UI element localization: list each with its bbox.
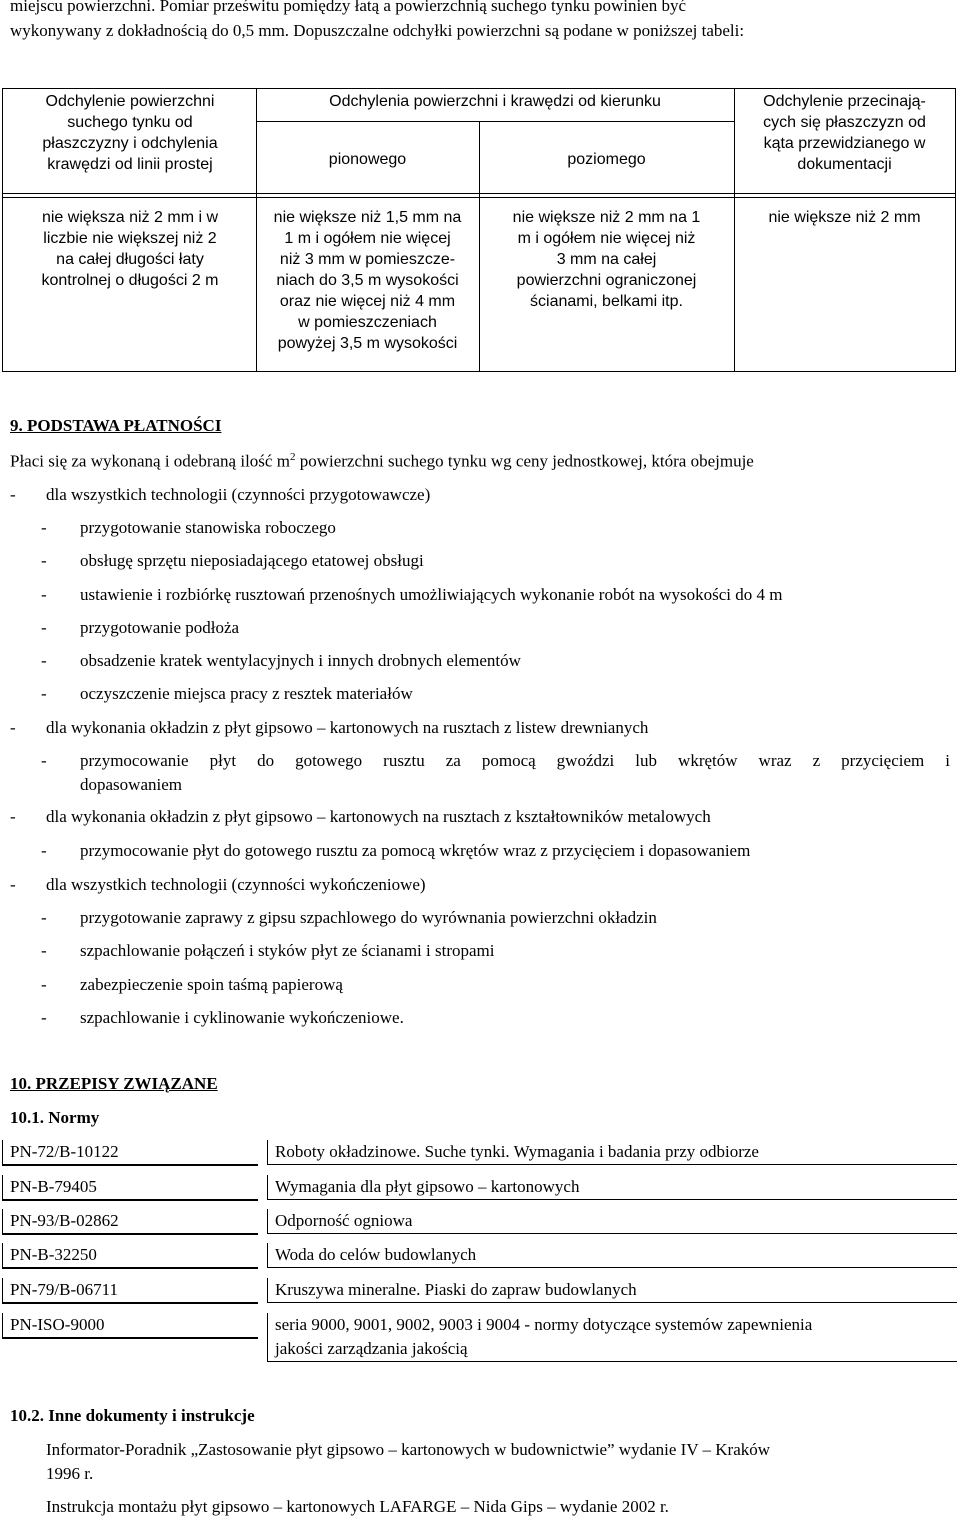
list-bullet: -	[41, 975, 47, 994]
list-bullet: -	[41, 1008, 47, 1027]
header-direction-deviation: Odchylenia powierzchni i krawędzi od kierunku	[329, 93, 661, 110]
norm-description: Odporność ogniowa	[275, 1211, 413, 1230]
norm-description-border	[267, 1140, 268, 1165]
list-item: szpachlowanie połączeń i styków płyt ze ścianami i stropami	[80, 941, 495, 960]
header-horizontal: poziomego	[567, 151, 646, 168]
list-item: przymocowanie płyt do gotowego rusztu za pomocą gwoździ lub wkrętów wraz z przycięciem i	[80, 751, 950, 770]
list-bullet: -	[41, 908, 47, 927]
list-item-group: dla wszystkich technologii (czynności przygotowawcze)	[46, 485, 431, 504]
norm-code: PN-93/B-02862	[10, 1211, 119, 1230]
norm-description-underline	[267, 1233, 957, 1234]
norm-description: seria 9000, 9001, 9002, 9003 i 9004 - normy dotyczące systemów zapewnienia	[275, 1315, 813, 1334]
norm-code-border	[2, 1175, 3, 1200]
list-item: ustawienie i rozbiórkę rusztowań przenośnych umożliwiających wykonanie robót na wysokości do 4 m	[80, 585, 783, 604]
section-9-lead: Płaci się za wykonaną i odebraną ilość $m^2$ powierzchni suchego tynku wg ceny jednostkowej, która obejmuje	[10, 451, 754, 471]
section-9-heading: 9. PODSTAWA PŁATNOŚCI	[10, 416, 222, 435]
norm-code-border	[2, 1243, 3, 1268]
doc-informator-line-1: Informator-Poradnik „Zastosowanie płyt gipsowo – kartonowych w budownictwie” wydanie IV – Kraków	[46, 1440, 771, 1459]
norm-code: PN-B-79405	[10, 1177, 97, 1196]
header-vertical: pionowego	[328, 151, 407, 168]
norm-description-border	[267, 1175, 268, 1200]
norm-code-underline	[2, 1302, 258, 1304]
list-item: obsadzenie kratek wentylacyjnych i innych drobnych elementów	[80, 651, 521, 670]
list-bullet: -	[10, 718, 16, 737]
doc-instrukcja: Instrukcja montażu płyt gipsowo – kartonowych LAFARGE – Nida Gips – wydanie 2002 r.	[46, 1497, 669, 1516]
table-rule	[2, 88, 3, 372]
header-surface-deviation: Odchylenie powierzchni suchego tynku od płaszczyzny i odchylenia krawędzi od linii prostej	[42, 93, 218, 173]
list-item: oczyszczenie miejsca pracy z resztek materiałów	[80, 684, 413, 703]
list-bullet: -	[10, 807, 16, 826]
norm-description-underline	[267, 1199, 957, 1200]
list-item: przymocowanie płyt do gotowego rusztu za pomocą wkrętów wraz z przycięciem i dopasowaniem	[80, 841, 751, 860]
doc-informator-line-2: 1996 r.	[46, 1464, 94, 1483]
norm-description-underline	[267, 1302, 957, 1303]
list-bullet: -	[41, 651, 47, 670]
cell-surface-deviation: nie większa niż 2 mm i w liczbie nie większej niż 2 na całej długości łaty kontrolnej o długości 2 m	[41, 209, 219, 289]
norm-code-underline	[2, 1233, 258, 1235]
norm-code-underline	[2, 1199, 258, 1201]
section-10-2-heading: 10.2. Inne dokumenty i instrukcje	[10, 1406, 255, 1425]
norm-code: PN-ISO-9000	[10, 1315, 105, 1334]
norm-code: PN-B-32250	[10, 1245, 97, 1264]
norm-description-border	[267, 1243, 268, 1268]
table-rule	[256, 121, 734, 122]
list-item: obsługę sprzętu nieposiadającego etatowej obsługi	[80, 551, 424, 570]
list-bullet: -	[41, 585, 47, 604]
list-item: przygotowanie stanowiska roboczego	[80, 518, 336, 537]
norm-code-border	[2, 1278, 3, 1303]
norm-description: Kruszywa mineralne. Piaski do zapraw budowlanych	[275, 1280, 637, 1299]
list-bullet: -	[41, 518, 47, 537]
list-bullet: -	[10, 875, 16, 894]
list-item-group: dla wykonania okładzin z płyt gipsowo – kartonowych na rusztach z listew drewnianych	[46, 718, 649, 737]
cell-horizontal: nie większe niż 2 mm na 1 m i ogółem nie więcej niż 3 mm na całej powierzchni ograniczonej ścianami, belkami itp.	[512, 209, 701, 310]
norm-description-underline	[267, 1164, 957, 1165]
cell-plane-intersection: nie większe niż 2 mm	[768, 209, 921, 226]
table-rule	[955, 88, 956, 372]
list-bullet: -	[41, 618, 47, 637]
norm-description: Woda do celów budowlanych	[275, 1245, 477, 1264]
table-rule	[2, 88, 956, 89]
norm-code: PN-72/B-10122	[10, 1142, 119, 1161]
list-bullet: -	[41, 684, 47, 703]
norm-code-border	[2, 1209, 3, 1234]
norm-code-underline	[2, 1337, 258, 1339]
list-item-group: dla wykonania okładzin z płyt gipsowo – kartonowych na rusztach z kształtowników metalowych	[46, 807, 711, 826]
list-bullet: -	[41, 841, 47, 860]
intro-line-1: miejscu powierzchni. Pomiar prześwitu pomiędzy łatą a powierzchnią suchego tynku powinien być	[10, 0, 687, 15]
norm-description-underline	[267, 1361, 957, 1362]
section-10-heading: 10. PRZEPISY ZWIĄZANE	[10, 1074, 218, 1093]
list-item: szpachlowanie i cyklinowanie wykończeniowe.	[80, 1008, 404, 1027]
list-item-continuation: dopasowaniem	[80, 775, 182, 794]
list-bullet: -	[41, 551, 47, 570]
list-item: przygotowanie zaprawy z gipsu szpachlowego do wyrównania powierzchni okładzin	[80, 908, 657, 927]
norm-code-border	[2, 1140, 3, 1165]
list-item: przygotowanie podłoża	[80, 618, 240, 637]
list-bullet: -	[10, 485, 16, 504]
norm-description-border	[267, 1209, 268, 1234]
norm-description: Roboty okładzinowe. Suche tynki. Wymagania i badania przy odbiorze	[275, 1142, 759, 1161]
list-bullet: -	[41, 941, 47, 960]
norm-description: Wymagania dla płyt gipsowo – kartonowych	[275, 1177, 580, 1196]
norm-code-border	[2, 1313, 3, 1338]
section-10-1-heading: 10.1. Normy	[10, 1108, 100, 1127]
list-item-group: dla wszystkich technologii (czynności wykończeniowe)	[46, 875, 426, 894]
norm-code: PN-79/B-06711	[10, 1280, 118, 1299]
norm-code-underline	[2, 1267, 258, 1269]
norm-description-border	[267, 1313, 268, 1362]
norm-description-continuation: jakości zarządzania jakością	[275, 1339, 468, 1358]
header-plane-intersection: Odchylenie przecinają- cych się płaszczyzn od kąta przewidzianego w dokumentacji	[763, 93, 926, 173]
list-item: zabezpieczenie spoin taśmą papierową	[80, 975, 343, 994]
norm-description-underline	[267, 1267, 957, 1268]
intro-line-2: wykonywany z dokładnością do 0,5 mm. Dopuszczalne odchyłki powierzchni są podane w poniższej tabeli:	[10, 21, 745, 40]
cell-vertical: nie większe niż 1,5 mm na 1 m i ogółem nie więcej niż 3 mm w pomieszcze- niach do 3,5 m wysokości oraz nie więcej niż 4 mm w pomieszczeniach powyżej 3,5 m wysokości	[273, 209, 462, 352]
norm-code-underline	[2, 1164, 258, 1166]
list-bullet: -	[41, 751, 47, 770]
norm-description-border	[267, 1278, 268, 1303]
